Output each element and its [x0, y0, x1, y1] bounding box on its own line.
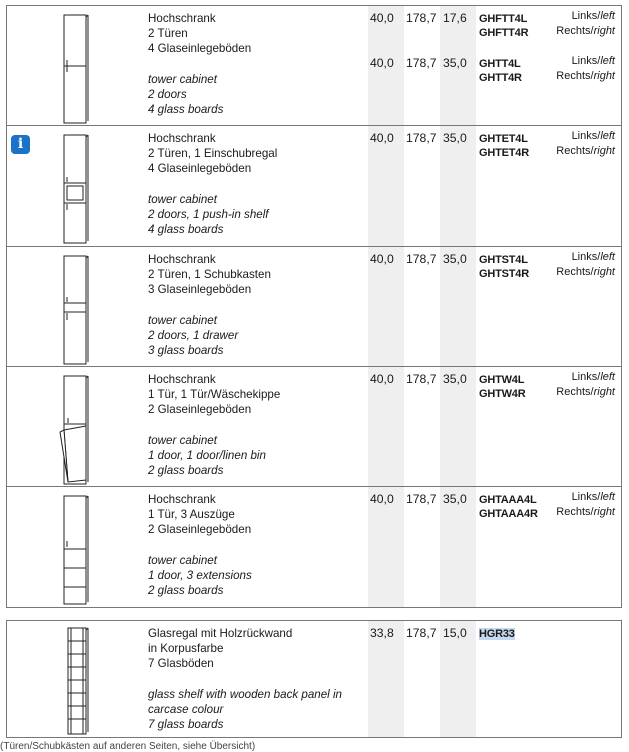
- hinge-side: Links/left Rechts/right: [556, 10, 615, 37]
- depth-value: 17,6: [443, 11, 467, 25]
- desc-en-line: 7 glass boards: [148, 718, 224, 732]
- article-codes: [479, 132, 529, 160]
- article-code: GHTET4R: [479, 147, 529, 159]
- product-description: [148, 11, 251, 117]
- desc-de-line: Hochschrank: [148, 12, 216, 25]
- article-code: GHTST4L: [479, 254, 528, 266]
- product-description: [148, 372, 280, 478]
- depth-value: 35,0: [443, 372, 467, 386]
- article-code[interactable]: HGR33: [479, 628, 515, 640]
- tower-cabinet-extensions-drawing: [63, 494, 89, 607]
- product-row: [7, 247, 621, 367]
- article-code: GHTAAA4L: [479, 494, 537, 506]
- width-value: 40,0: [370, 372, 394, 386]
- desc-de-line: 2 Türen, 1 Einschubregal: [148, 147, 278, 161]
- product-table: [6, 5, 622, 608]
- desc-de-line: Hochschrank: [148, 373, 216, 386]
- article-codes: [479, 57, 522, 85]
- product-row: [7, 367, 621, 487]
- width-value: 40,0: [370, 131, 394, 145]
- desc-en-line: tower cabinet: [148, 553, 217, 567]
- product-description: [148, 131, 277, 237]
- info-icon[interactable]: i: [11, 135, 30, 154]
- desc-de-line: 1 Tür, 1 Tür/Wäschekippe: [148, 388, 281, 402]
- desc-de-line: Glasregal mit Holzrückwand: [148, 627, 293, 640]
- article-code: GHTT4L: [479, 58, 521, 70]
- article-code: GHTST4R: [479, 268, 529, 280]
- article-code: GHFTT4R: [479, 27, 529, 39]
- desc-de-line: 3 Glaseinlegeböden: [148, 283, 252, 297]
- article-code: GHFTT4L: [479, 13, 528, 25]
- desc-en-line: tower cabinet: [148, 433, 217, 447]
- desc-de-line: Hochschrank: [148, 493, 216, 506]
- desc-de-line: Hochschrank: [148, 132, 216, 145]
- desc-en-line: 2 glass boards: [148, 584, 224, 598]
- desc-de-line: Hochschrank: [148, 253, 216, 266]
- width-value: 40,0: [370, 252, 394, 266]
- product-row: [7, 487, 621, 608]
- desc-de-line: 2 Glaseinlegeböden: [148, 523, 252, 537]
- article-code: GHTW4L: [479, 374, 525, 386]
- height-value: 178,7: [406, 131, 437, 145]
- desc-en-line: 4 glass boards: [148, 103, 224, 117]
- height-value: 178,7: [406, 372, 437, 386]
- desc-en-line: tower cabinet: [148, 313, 217, 327]
- desc-de-line: 4 Glaseinlegeböden: [148, 162, 252, 176]
- hinge-side: Links/left Rechts/right: [556, 371, 615, 398]
- product-description: [148, 626, 342, 732]
- height-value: 178,7: [406, 252, 437, 266]
- desc-de-line: 2 Glaseinlegeböden: [148, 403, 252, 417]
- tower-cabinet-drawer-drawing: [63, 254, 89, 367]
- width-value: 40,0: [370, 11, 394, 25]
- depth-value: 35,0: [443, 56, 467, 70]
- article-code: GHTT4R: [479, 72, 522, 84]
- hinge-side: Links/left Rechts/right: [556, 130, 615, 157]
- width-value: 33,8: [370, 626, 394, 640]
- glass-shelf-drawing: [67, 627, 89, 737]
- width-value: 40,0: [370, 56, 394, 70]
- desc-en-line: carcase colour: [148, 702, 224, 716]
- desc-de-line: 2 Türen: [148, 27, 188, 41]
- depth-value: 35,0: [443, 492, 467, 506]
- desc-en-line: 1 door, 3 extensions: [148, 568, 252, 582]
- hinge-side: Links/left Rechts/right: [556, 491, 615, 518]
- tower-cabinet-2-doors-drawing: [63, 13, 89, 126]
- desc-de-line: in Korpusfarbe: [148, 642, 224, 656]
- desc-en-line: 2 glass boards: [148, 464, 224, 478]
- desc-en-line: 2 doors, 1 drawer: [148, 328, 239, 342]
- height-value: 178,7: [406, 56, 437, 70]
- hinge-side: Links/left Rechts/right: [556, 55, 615, 82]
- desc-en-line: tower cabinet: [148, 192, 217, 206]
- depth-value: 35,0: [443, 131, 467, 145]
- article-codes: [479, 12, 528, 40]
- desc-en-line: 4 glass boards: [148, 223, 224, 237]
- height-value: 178,7: [406, 11, 437, 25]
- desc-en-line: 2 doors: [148, 87, 187, 101]
- product-row: [7, 126, 621, 247]
- article-code: GHTET4L: [479, 133, 528, 145]
- hinge-side: Links/left Rechts/right: [556, 251, 615, 278]
- article-code: GHTAAA4R: [479, 508, 538, 520]
- shelf-table: [6, 620, 622, 738]
- tower-cabinet-push-in-shelf-drawing: [63, 133, 89, 246]
- desc-en-line: 3 glass boards: [148, 344, 224, 358]
- article-code: GHTW4R: [479, 388, 526, 400]
- desc-en-line: tower cabinet: [148, 72, 217, 86]
- product-description: [148, 252, 271, 358]
- depth-value: 35,0: [443, 252, 467, 266]
- product-row: [7, 6, 621, 126]
- desc-de-line: 7 Glasböden: [148, 657, 214, 671]
- desc-en-line: 1 door, 1 door/linen bin: [148, 448, 266, 462]
- desc-en-line: glass shelf with wooden back panel in: [148, 687, 342, 701]
- desc-de-line: 2 Türen, 1 Schubkasten: [148, 268, 271, 282]
- desc-de-line: 1 Tür, 3 Auszüge: [148, 508, 235, 522]
- depth-value: 15,0: [443, 626, 467, 640]
- desc-de-line: 4 Glaseinlegeböden: [148, 42, 252, 56]
- tower-cabinet-linen-bin-drawing: [59, 374, 93, 487]
- desc-en-line: 2 doors, 1 push-in shelf: [148, 207, 269, 221]
- cut-off-footer-text: (Türen/Schubkästen auf anderen Seiten, siehe Übersicht): [0, 741, 256, 752]
- height-value: 178,7: [406, 626, 437, 640]
- article-codes: [479, 373, 525, 401]
- article-codes: [479, 493, 538, 521]
- article-codes: [479, 627, 515, 641]
- width-value: 40,0: [370, 492, 394, 506]
- article-codes: [479, 253, 529, 281]
- height-value: 178,7: [406, 492, 437, 506]
- product-description: [148, 492, 252, 598]
